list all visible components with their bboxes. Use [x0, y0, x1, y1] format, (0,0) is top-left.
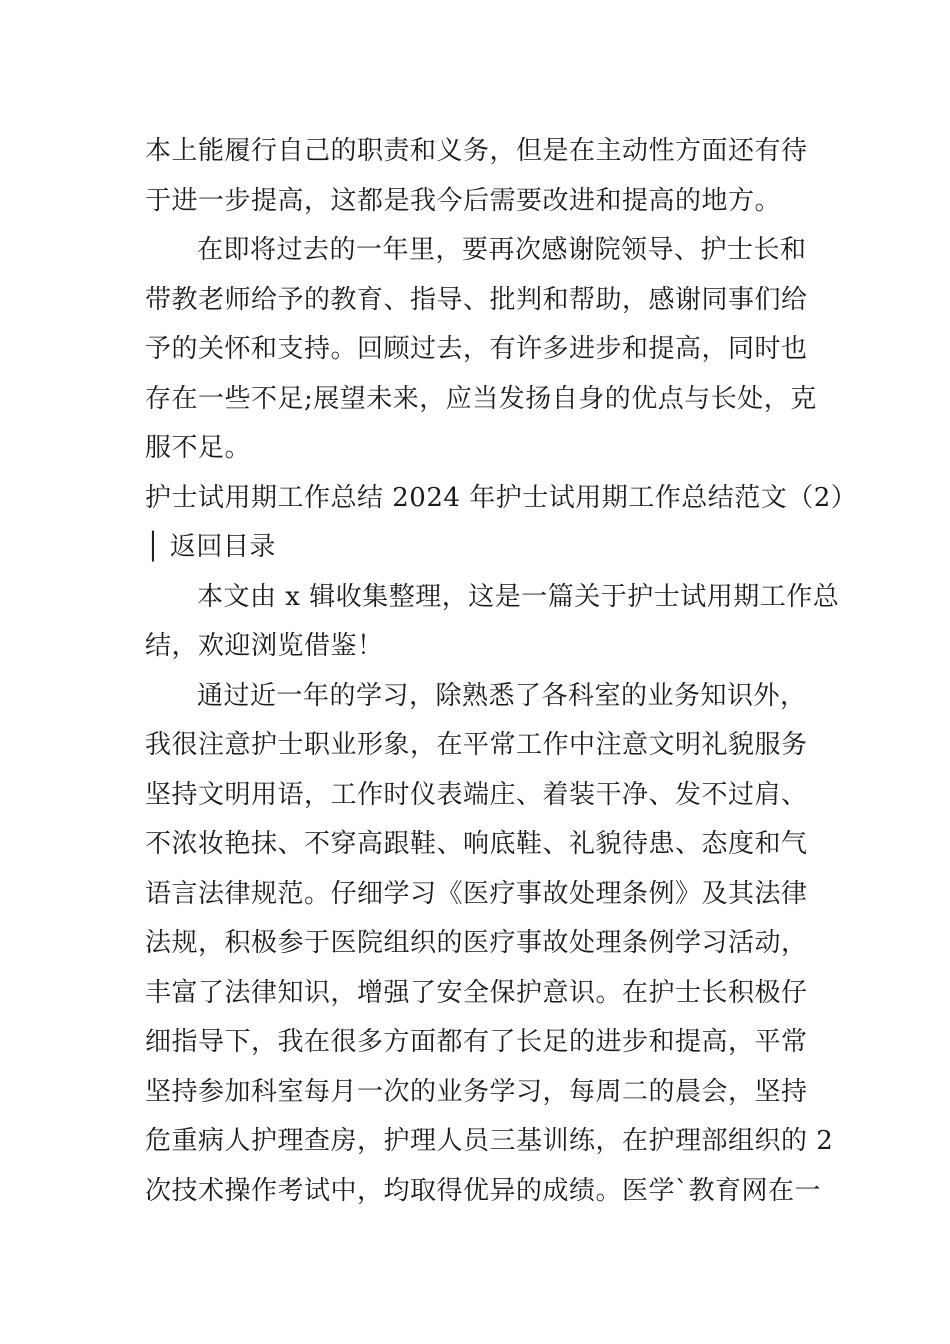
paragraph-4-line-4: 不浓妆艳抹、不穿高跟鞋、响底鞋、礼貌待患、态度和气	[145, 829, 808, 859]
paragraph-4-line-11: 次技术操作考试中，均取得优异的成绩。医学`教育网在一	[145, 1176, 822, 1206]
return-to-toc-label[interactable]: │ 返回目录	[145, 532, 276, 562]
paragraph-4-line-2: 我很注意护士职业形象，在平常工作中注意文明礼貌服务	[145, 730, 808, 760]
paragraph-4-line-5: 语言法律规范。仔细学习《医疗事故处理条例》及其法律	[145, 879, 808, 909]
paragraph-4-line-10: 危重病人护理查房，护理人员三基训练，在护理部组织的 2	[145, 1126, 834, 1156]
paragraph-4-line-8: 细指导下，我在很多方面都有了长足的进步和提高，平常	[145, 1027, 808, 1057]
paragraph-3-line-1: 本文由 x 辑收集整理，这是一篇关于护士试用期工作总	[197, 582, 840, 612]
paragraph-4-line-9: 坚持参加科室每月一次的业务学习，每周二的晨会，坚持	[145, 1077, 808, 1107]
paragraph-1-line-2: 于进一步提高，这都是我今后需要改进和提高的地方。	[145, 186, 782, 216]
paragraph-2-line-2: 带教老师给予的教育、指导、批判和帮助，感谢同事们给	[145, 285, 808, 315]
paragraph-2-line-1: 在即将过去的一年里，要再次感谢院领导、护士长和	[197, 235, 807, 265]
paragraph-2-line-4: 存在一些不足;展望未来，应当发扬自身的优点与长处，克	[145, 384, 817, 414]
paragraph-2-line-3: 予的关怀和支持。回顾过去，有许多进步和提高，同时也	[145, 334, 808, 364]
return-to-toc-link[interactable]	[145, 522, 815, 572]
paragraph-2-line-5: 服不足。	[145, 433, 252, 463]
paragraph-4-line-3: 坚持文明用语，工作时仪表端庄、着装干净、发不过肩、	[145, 780, 808, 810]
paragraph-3-line-2: 结，欢迎浏览借鉴！	[145, 631, 384, 661]
paragraph-4-line-1: 通过近一年的学习，除熟悉了各科室的业务知识外，	[197, 681, 807, 711]
paragraph-4-line-7: 丰富了法律知识，增强了安全保护意识。在护士长积极仔	[145, 978, 808, 1008]
paragraph-1-line-1: 本上能履行自己的职责和义务，但是在主动性方面还有待	[145, 136, 808, 166]
paragraph-4-line-6: 法规，积极参于医院组织的医疗事故处理条例学习活动，	[145, 928, 808, 958]
section-heading: 护士试用期工作总结 2024 年护士试用期工作总结范文（2）	[145, 483, 858, 513]
